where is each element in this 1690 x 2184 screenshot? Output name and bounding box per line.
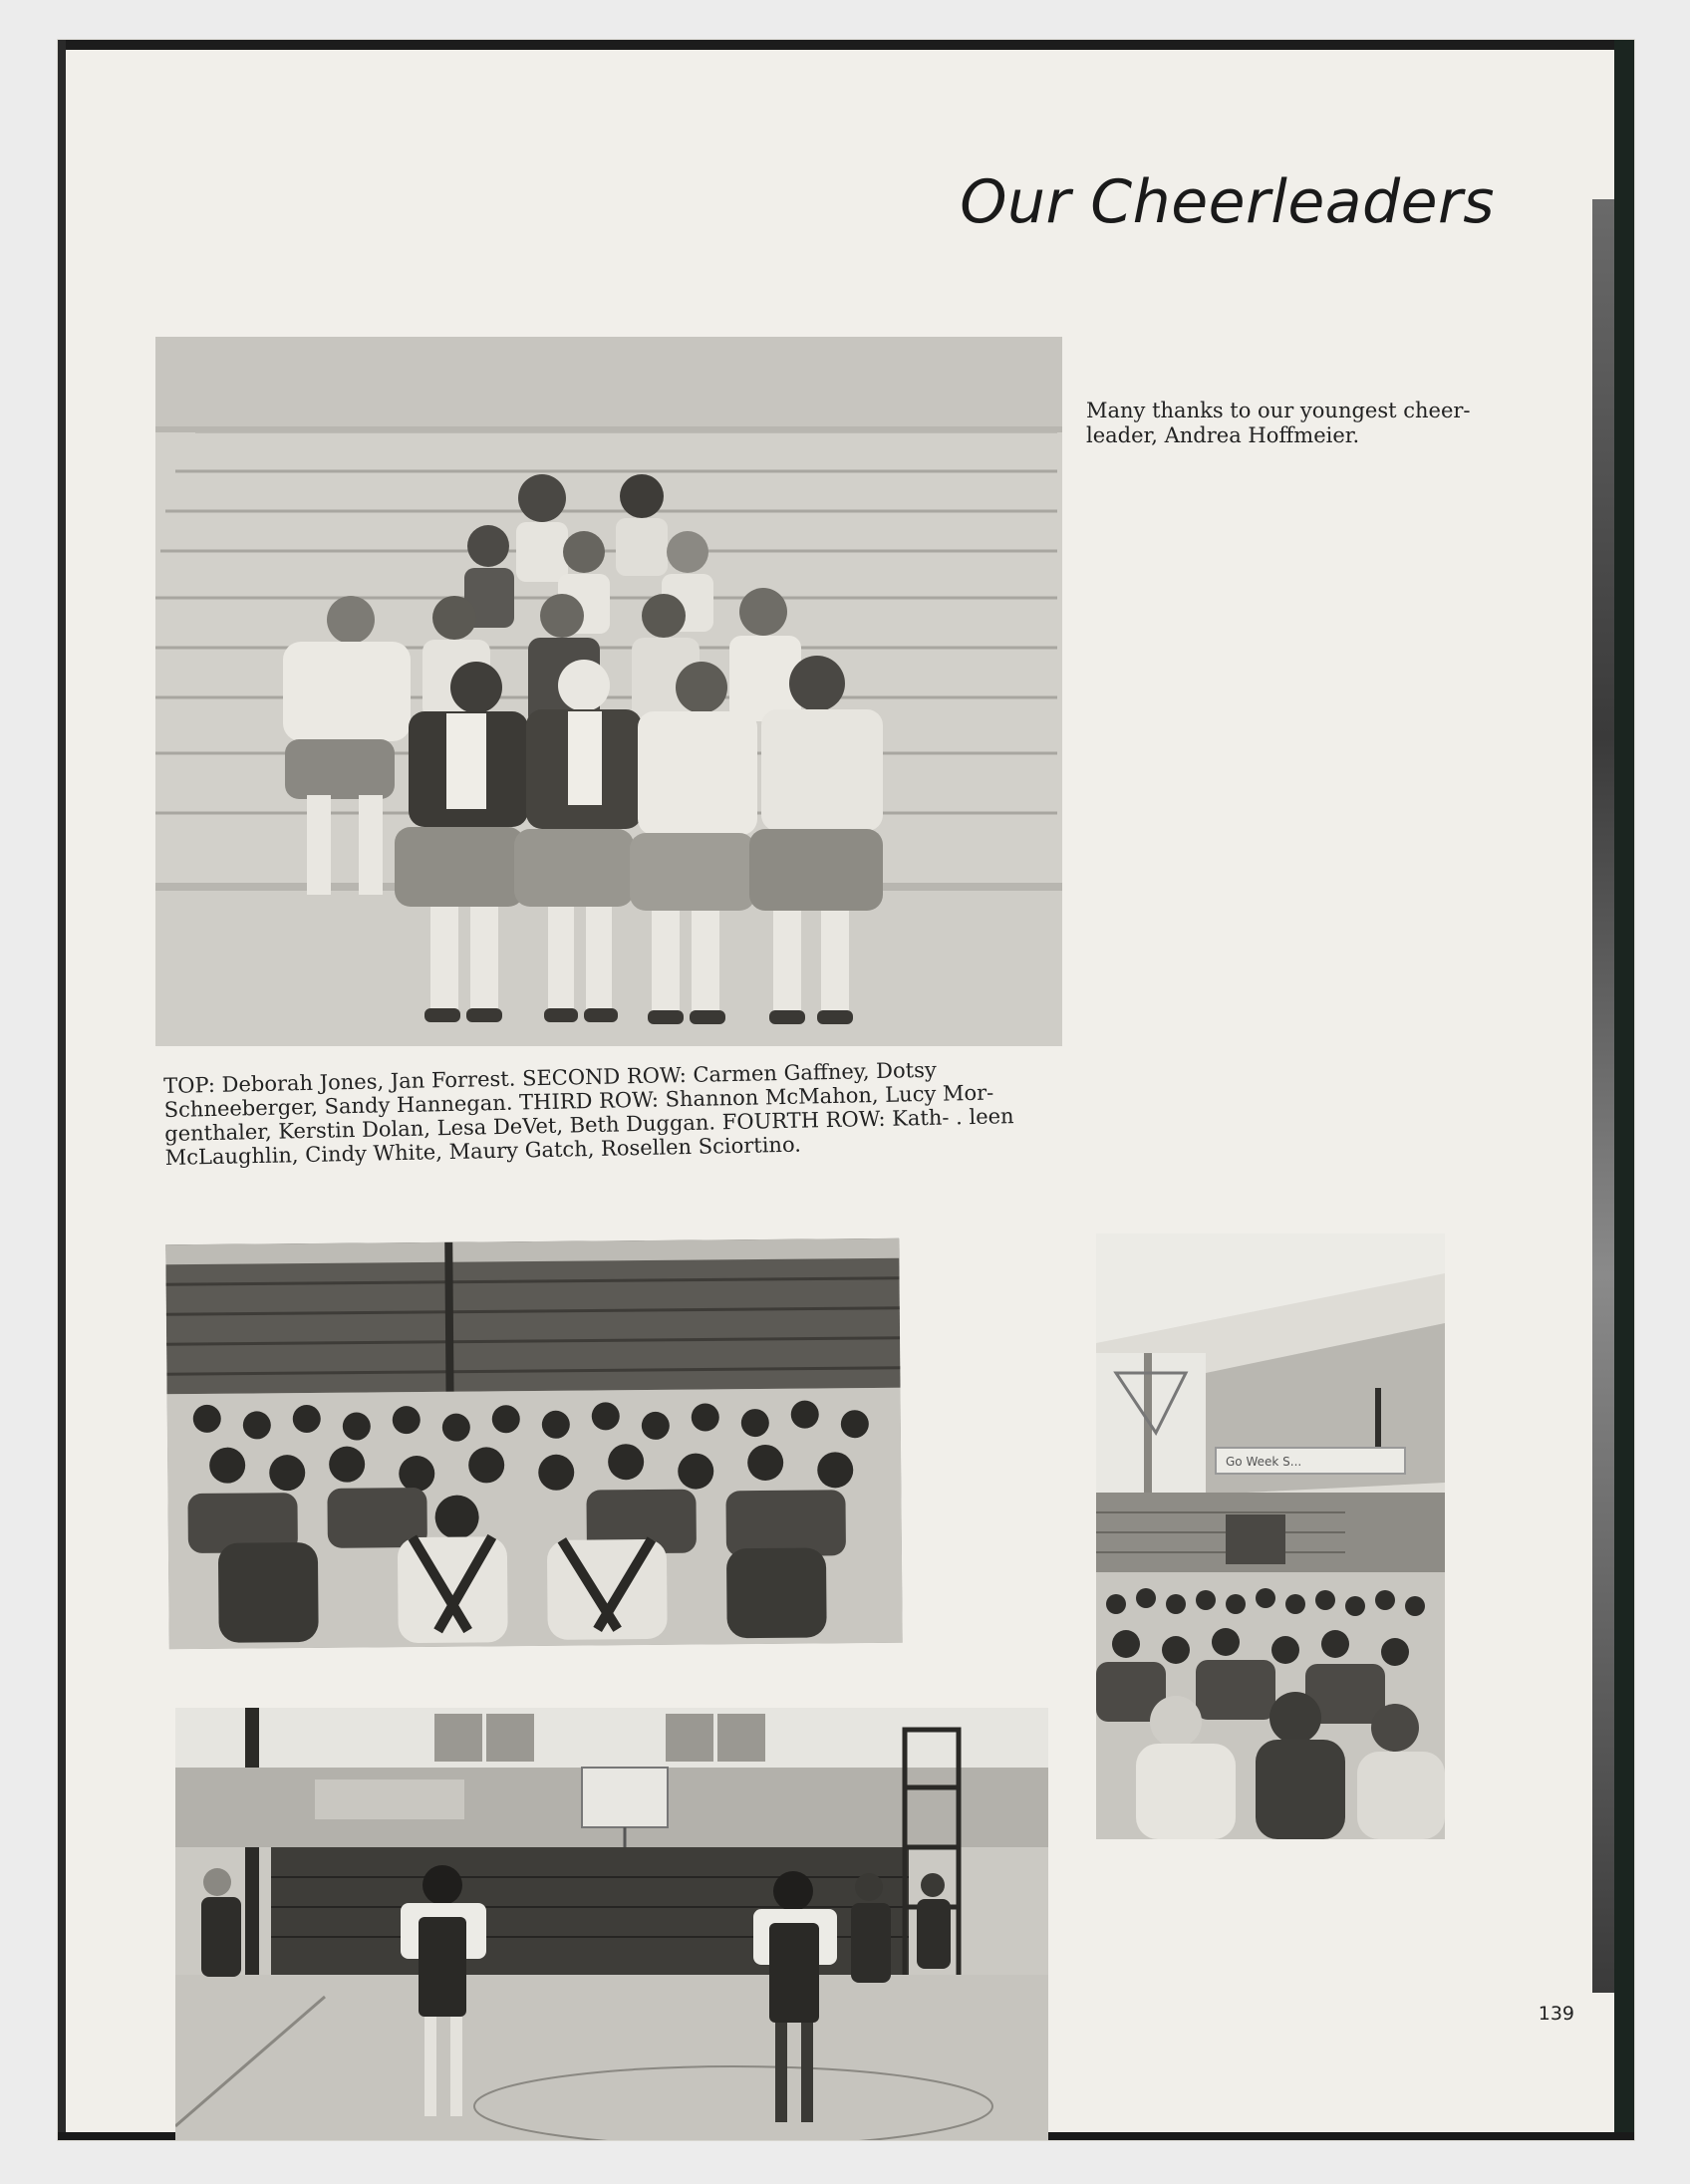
group-photo-caption: TOP: Deborah Jones, Jan Forrest. SECOND ROW: Carmen Gaffney, Dotsy Schneeberger, Sandy Hannegan. THIRD ROW: Shannon McMahon, Lucy Mor- genthaler, Kerstin Dolan, Lesa DeVet, Beth Duggan. FOURTH ROW: Kath- . leen McLaughlin, Cindy White, Maury Gatch, Rosellen Sciortino.	[163, 1057, 1014, 1170]
page-title: Our Cheerleaders	[960, 167, 1495, 237]
performance-photo	[175, 1708, 1048, 2140]
gym-crowd-photo	[1096, 1233, 1445, 1839]
gym-banner-text: Go Week S...	[1226, 1455, 1302, 1469]
thanks-note: Many thanks to our youngest cheer- leader, Andrea Hoffmeier.	[1086, 399, 1471, 447]
scan-right-edge	[1614, 40, 1634, 2140]
group-photo	[155, 337, 1062, 1046]
assembly-photo	[165, 1238, 903, 1649]
scan-left-edge	[58, 40, 66, 2140]
page-number: 139	[1538, 2003, 1574, 2025]
scan-top-edge	[58, 40, 1634, 50]
adjacent-page-strip	[1592, 199, 1614, 1993]
